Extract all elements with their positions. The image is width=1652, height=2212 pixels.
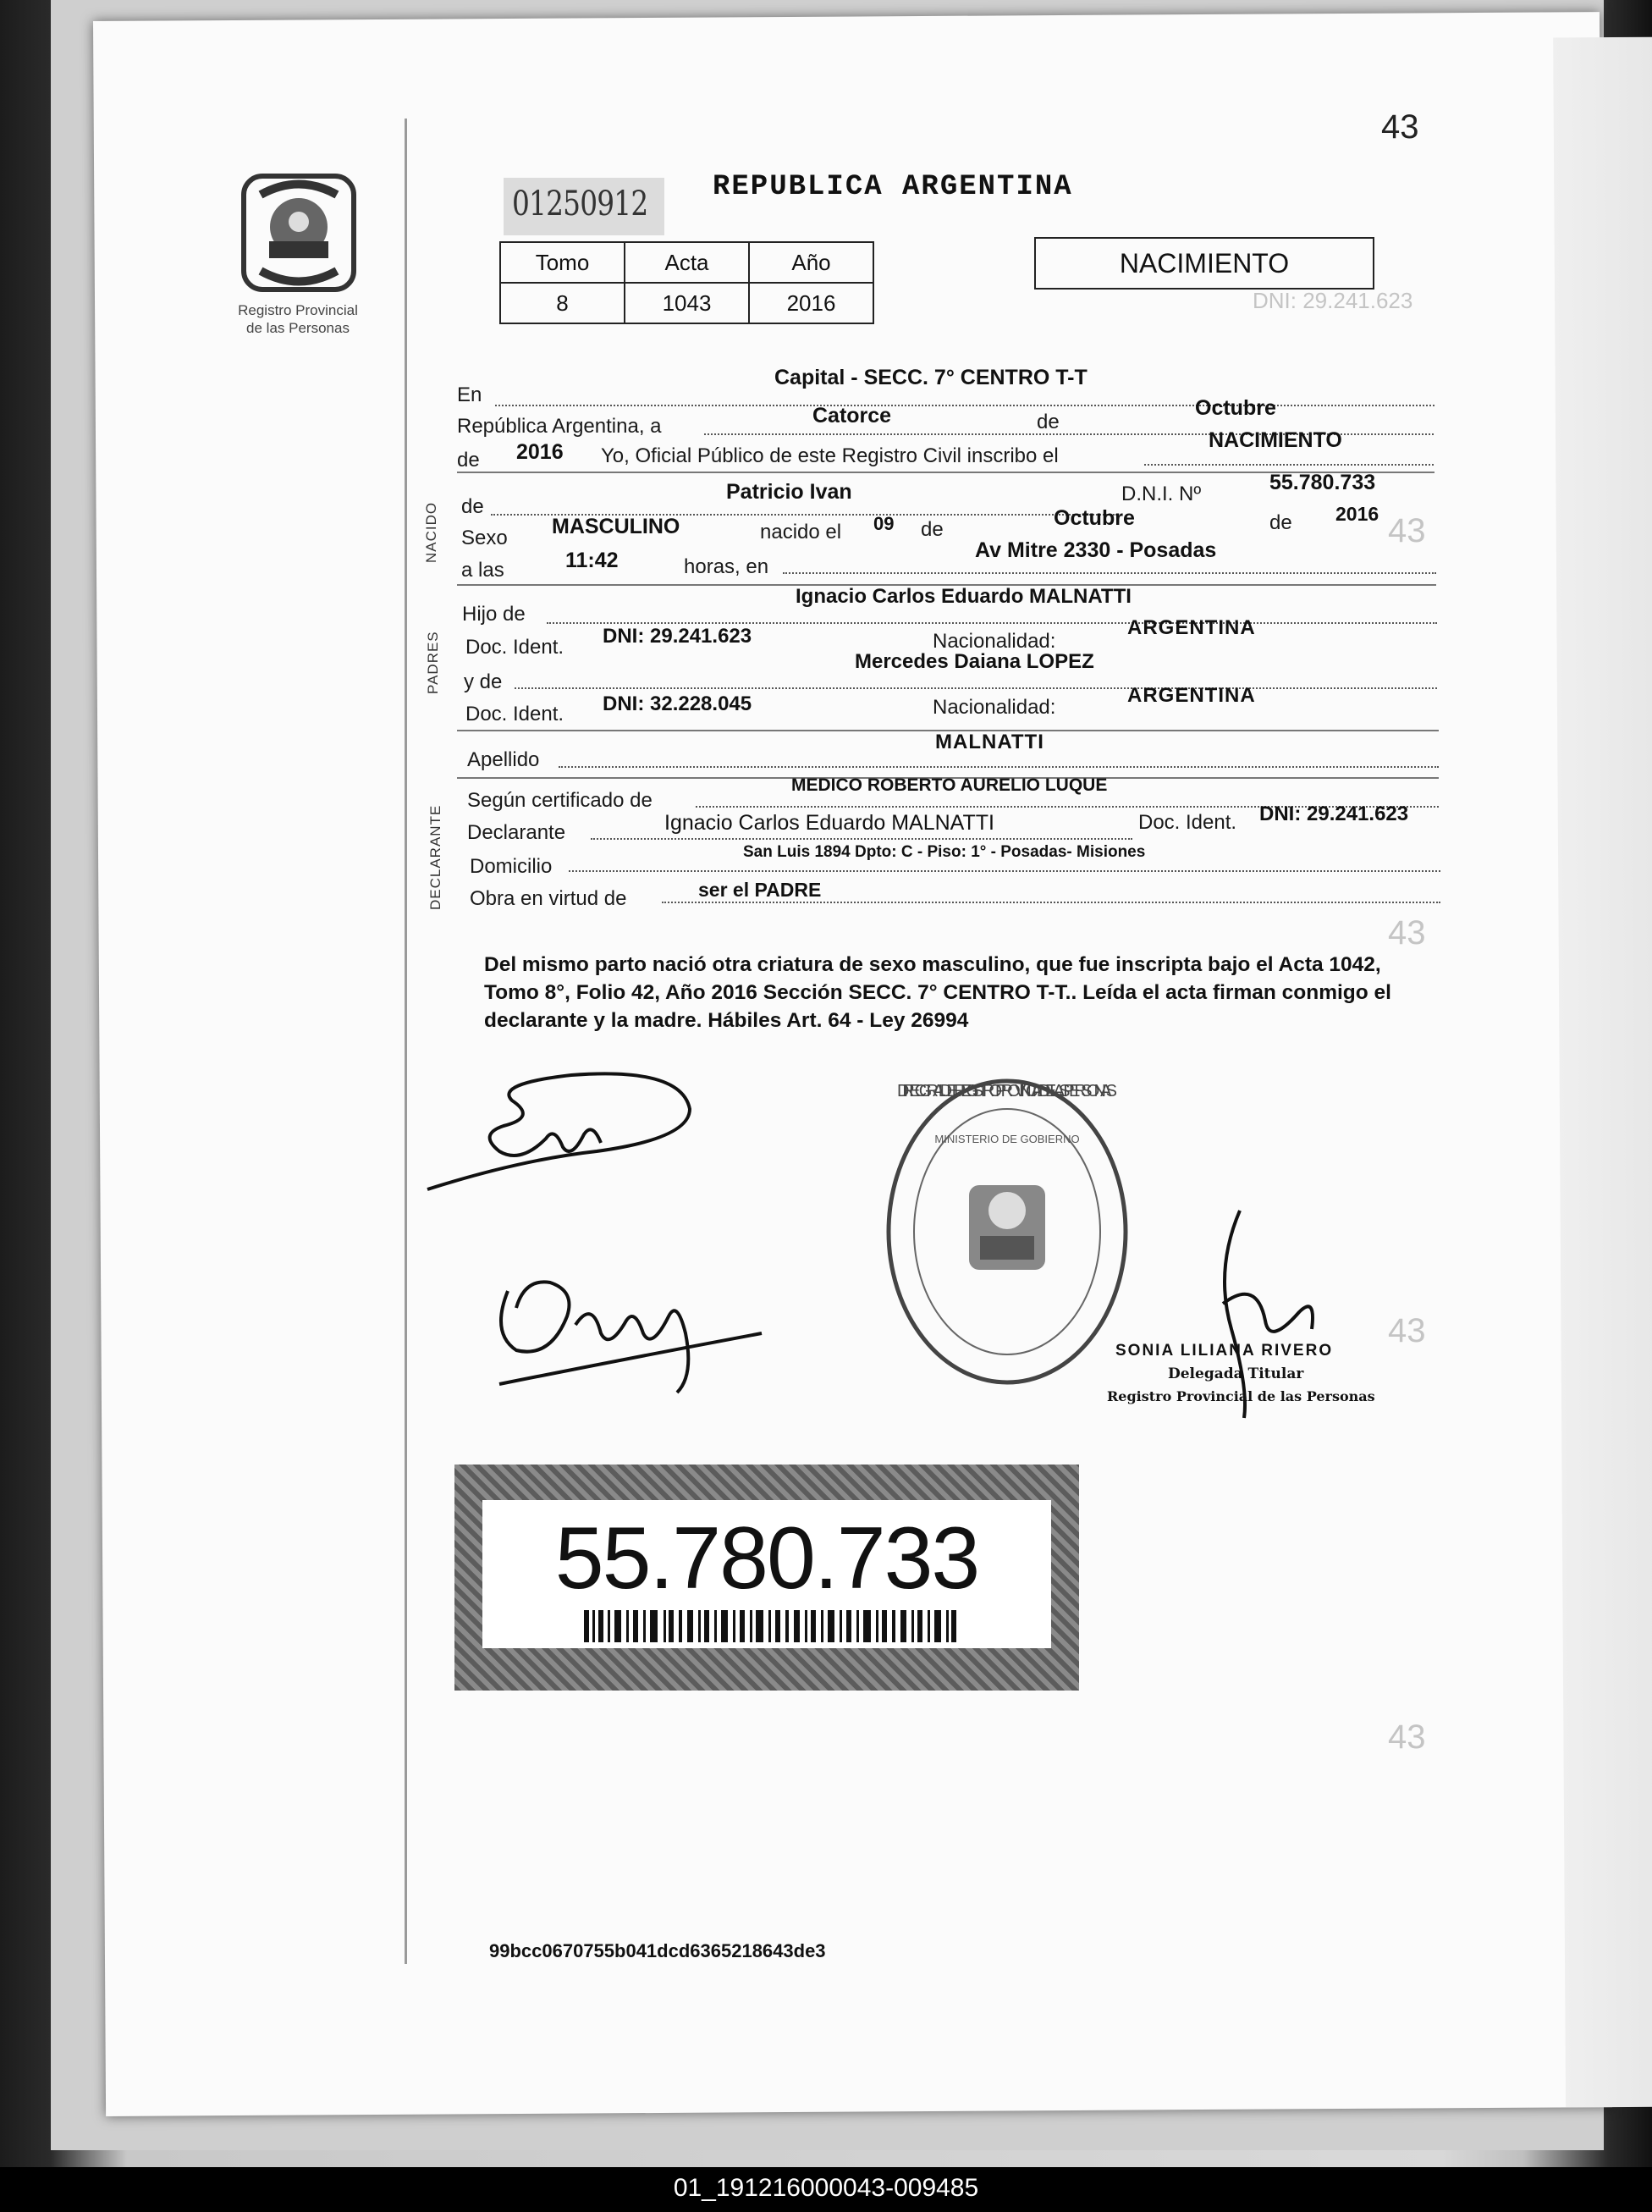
serial-number: 01250912 xyxy=(512,185,648,223)
birth-day-value: 09 xyxy=(873,513,895,534)
document-header-title: REPUBLICA ARGENTINA xyxy=(713,171,1073,203)
mother-signature-icon xyxy=(482,1240,770,1401)
record-table-header-row xyxy=(500,242,873,283)
registry-section-value: Capital - SECC. 7° CENTRO T-T xyxy=(774,366,1088,389)
de-label: de xyxy=(1269,511,1292,534)
record-table-header: Tomo xyxy=(500,242,625,283)
father-doc-value: DNI: 29.241.623 xyxy=(603,625,752,648)
father-name-value: Ignacio Carlos Eduardo MALNATTI xyxy=(796,585,1132,608)
scan-id: 01_191216000043-009485 xyxy=(673,2174,979,2202)
bleed-through-mark: 43 xyxy=(1388,512,1426,549)
fill-line xyxy=(547,622,1437,624)
a-las-label: a las xyxy=(461,559,504,582)
child-name-value: Patricio Ivan xyxy=(726,480,852,504)
inscription-type-value: NACIMIENTO xyxy=(1209,428,1342,452)
marginal-note: Del mismo parto nació otra criatura de sexo masculino, que fue inscripta bajo el Acta 1042, Tomo 8°, Folio 42, Año 2016 Sección SECC. 7° CENTRO T-T.. Leída el acta firman conmigo el declarante y la madre. Hábiles Art. 64 - Ley 26994 xyxy=(484,953,1391,1032)
birth-place-value: Av Mitre 2330 - Posadas xyxy=(975,538,1217,562)
medical-certificate-value: MEDICO ROBERTO AURELIO LUQUE xyxy=(791,775,1108,795)
declarante-label: Declarante xyxy=(467,821,566,844)
registrar-office: Registro Provincial de las Personas xyxy=(1107,1388,1375,1404)
apellido-label: Apellido xyxy=(467,748,540,771)
registration-month-value: Octubre xyxy=(1195,396,1276,420)
declarant-capacity-value: ser el PADRE xyxy=(698,879,822,901)
page-number: 43 xyxy=(1381,108,1419,146)
section-label-nacido: NACIDO xyxy=(423,501,439,563)
de-label: de xyxy=(921,518,944,541)
certificado-label: Según certificado de xyxy=(467,789,653,812)
surname-value: MALNATTI xyxy=(935,731,1044,753)
sexo-label: Sexo xyxy=(461,527,508,549)
child-sex-value: MASCULINO xyxy=(552,515,680,538)
bleed-through-mark: 43 xyxy=(1388,914,1426,952)
de-label: de xyxy=(1037,411,1060,433)
bleed-through-mark: 43 xyxy=(1388,1718,1426,1756)
page-margin-shadow xyxy=(1553,36,1652,2107)
mother-name-value: Mercedes Daiana LOPEZ xyxy=(855,650,1094,673)
record-table-header: Acta xyxy=(625,242,749,283)
logo-caption xyxy=(222,301,374,337)
republica-label: República Argentina, a xyxy=(457,415,662,438)
record-table-cell: 8 xyxy=(500,283,625,323)
document-hash: 99bcc0670755b041dcd6365218643de3 xyxy=(489,1940,826,1961)
en-label: En xyxy=(457,383,482,406)
record-table-value-row xyxy=(500,283,873,323)
margin-rule xyxy=(405,119,407,1964)
fill-line xyxy=(559,766,1439,768)
doc-ident-label: Doc. Ident. xyxy=(465,703,564,725)
de-label: de xyxy=(457,449,480,472)
fill-line xyxy=(495,405,1434,406)
declarant-signature-icon xyxy=(419,1058,707,1202)
logo-caption-line1: Registro Provincial xyxy=(238,302,358,318)
birth-year-value: 2016 xyxy=(1335,503,1379,525)
mother-doc-value: DNI: 32.228.045 xyxy=(603,692,752,715)
dni-barcode-label xyxy=(454,1465,1079,1691)
bleed-through-mark: DNI: 29.241.623 xyxy=(1253,288,1413,313)
obra-label: Obra en virtud de xyxy=(470,887,627,910)
barcode-icon xyxy=(584,1610,956,1642)
fill-line xyxy=(1144,464,1434,466)
registration-year-value: 2016 xyxy=(516,440,564,464)
section-label-declarante: DECLARANTE xyxy=(427,804,443,910)
dni-label: D.N.I. Nº xyxy=(1121,483,1202,505)
fill-line xyxy=(515,687,1437,689)
seal-ring-text: DIREC. GRAL. DEL REGISTRO PROVINCIAL DE LAS PERSONAS xyxy=(897,1082,1117,1100)
child-dni-value: 55.780.733 xyxy=(1269,471,1376,494)
birth-month-value: Octubre xyxy=(1054,506,1135,530)
oficial-statement: Yo, Oficial Público de este Registro Civil inscribo el xyxy=(601,444,1059,467)
declarant-doc-value: DNI: 29.241.623 xyxy=(1259,803,1409,825)
mother-nationality-value: ARGENTINA xyxy=(1127,684,1256,707)
seal-inner-text: MINISTERIO DE GOBIERNO xyxy=(934,1133,1080,1145)
record-table-header: Año xyxy=(749,242,873,283)
bleed-through-mark: 43 xyxy=(1388,1312,1426,1349)
doc-ident-label: Doc. Ident. xyxy=(1138,811,1237,834)
domicilio-label: Domicilio xyxy=(470,855,553,878)
registration-day-value: Catorce xyxy=(812,404,892,428)
nacionalidad-label: Nacionalidad: xyxy=(933,696,1056,719)
fill-line xyxy=(662,902,1440,903)
y-de-label: y de xyxy=(464,670,503,693)
fill-line xyxy=(591,838,1132,840)
registrar-role: Delegada Titular xyxy=(1168,1365,1304,1382)
hijo-de-label: Hijo de xyxy=(462,603,526,626)
official-seal-icon xyxy=(880,1071,1134,1393)
record-table xyxy=(499,241,874,324)
fill-line xyxy=(783,572,1436,574)
section-label-padres: PADRES xyxy=(425,631,441,694)
record-table-cell: 2016 xyxy=(749,283,873,323)
fill-line xyxy=(569,870,1440,872)
record-table-cell: 1043 xyxy=(625,283,749,323)
nacionalidad-label: Nacionalidad: xyxy=(933,630,1056,653)
province-emblem-icon xyxy=(235,169,362,296)
logo-caption-line2: de las Personas xyxy=(246,320,350,336)
nacido-el-label: nacido el xyxy=(760,521,842,543)
barcode-label-inner xyxy=(482,1500,1051,1648)
record-type-box: NACIMIENTO xyxy=(1034,237,1374,290)
registrar-name: SONIA LILIANA RIVERO xyxy=(1115,1342,1334,1360)
declarant-address-value: San Luis 1894 Dpto: C - Piso: 1° - Posadas- Misiones xyxy=(743,843,1146,861)
doc-ident-label: Doc. Ident. xyxy=(465,636,564,659)
father-nationality-value: ARGENTINA xyxy=(1127,616,1256,639)
birth-time-value: 11:42 xyxy=(565,549,619,572)
declarant-name-value: Ignacio Carlos Eduardo MALNATTI xyxy=(664,811,994,835)
label-dni-number: 55.780.733 xyxy=(554,1509,979,1608)
horas-en-label: horas, en xyxy=(684,555,769,578)
de-label: de xyxy=(461,495,484,518)
